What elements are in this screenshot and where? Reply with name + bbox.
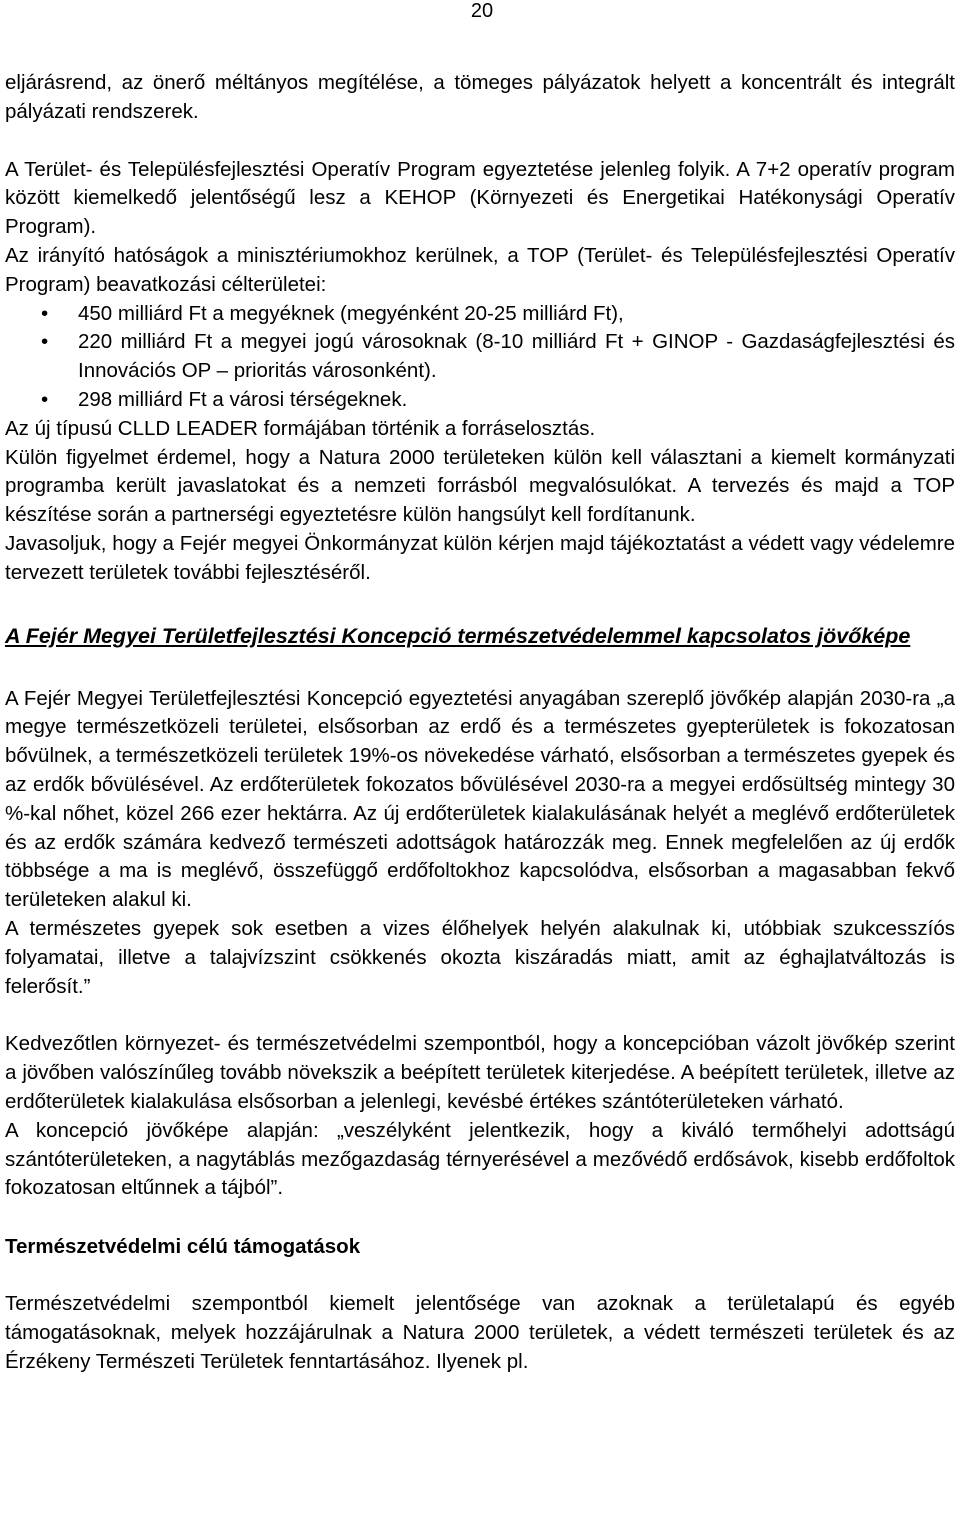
section-heading: A Fejér Megyei Területfejlesztési Koncepció természetvédelemmel kapcsolatos jövőképe <box>5 623 911 648</box>
list-item: • 298 milliárd Ft a városi térségeknek. <box>5 386 955 415</box>
section-heading: Természetvédelmi célú támogatások <box>5 1235 361 1259</box>
paragraph: A Fejér Megyei Területfejlesztési Koncepció egyeztetési anyagában szereplő jövőkép alapján 2030-ra „a megye természetközeli területei, elsősorban az erdő és a természetes gyepterületek is fokozatosan bővülnek, a természetközeli területek 19%-os növekedése várható, elsősorban a természetes gyepek és az erdők bővülésével. Az erdőterületek fokozatos bővülésével 2030-ra a megyei erdősültség mintegy 30 %-kal nőhet, közel 266 ezer hektárra. Az új erdőterületek kialakulásának helyét a meglévő erdőterületek és az erdők számára kedvező természeti adottságok határozzák meg. Ennek megfelelően az új erdők többsége a ma is meglévő, összefüggő erdőfoltokhoz kapcsolódva, elsősorban a magasabban fekvő területeken alakul ki. <box>5 686 955 912</box>
paragraph: Külön figyelmet érdemel, hogy a Natura 2000 területeken külön kell választani a kiemelt kormányzati programba került javaslatokat és a nemzeti forrásból megvalósulókat. A tervezés és majd a TOP készítése során a partnerségi egyeztetésre külön hangsúlyt kell fordítanunk. <box>5 445 955 527</box>
paragraph: Természetvédelmi szempontból kiemelt jelentősége van azoknak a területalapú és egyéb támogatásoknak, melyek hozzájárulnak a Natura 2000 területek, a védett természeti területek és az Érzékeny Természeti Területek fenntartásához. Ilyenek pl. <box>5 1292 955 1373</box>
paragraph: A koncepció jövőképe alapján: „veszélyként jelentkezik, hogy a kiváló termőhelyi adottságú szántóterületeken, a nagytáblás mezőgazdaság térnyerésével a mezővédő erdősávok, kisebb erdőfoltok fokozatosan eltűnnek a tájból”. <box>5 1118 955 1200</box>
paragraph: Javasoljuk, hogy a Fejér megyei Önkormányzat külön kérjen majd tájékoztatást a védett vagy védelemre tervezett területek további fejlesztéséről. <box>5 531 955 584</box>
list-item: • 450 milliárd Ft a megyéknek (megyénként 20-25 milliárd Ft), <box>5 300 955 329</box>
document-body <box>5 69 955 1376</box>
paragraph: Az új típusú CLLD LEADER formájában történik a forráselosztás. <box>5 416 596 440</box>
page-number: 20 <box>470 0 494 22</box>
bullet-list <box>5 300 955 415</box>
paragraph: Kedvezőtlen környezet- és természetvédelmi szempontból, hogy a koncepcióban vázolt jövőkép szerint a jövőben valószínűleg tovább növekszik a beépített területek kiterjedése. A beépített területek, illetve az erdőterületek kialakulása elsősorban a jelenlegi, kevésbé értékes szántóterületeken várható. <box>5 1032 955 1113</box>
paragraph: eljárásrend, az önerő méltányos megítélése, a tömeges pályázatok helyett a koncentrált és integrált pályázati rendszerek. <box>5 71 955 123</box>
paragraph: A természetes gyepek sok esetben a vizes élőhelyek helyén alakulnak ki, utóbbiak szukcesszíós folyamatai, illetve a talajvízszint csökkenés okozta kiszáradás miatt, amit az éghajlatváltozás is felerősít.” <box>5 916 955 998</box>
paragraph: A Terület- és Településfejlesztési Operatív Program egyeztetése jelenleg folyik. A 7+2 operatív program között kiemelkedő jelentőségű lesz a KEHOP (Környezeti és Energetikai Hatékonysági Operatív Program). <box>5 157 955 239</box>
paragraph: Az irányító hatóságok a minisztériumokhoz kerülnek, a TOP (Terület- és Településfejlesztési Operatív Program) beavatkozási célterületei: <box>5 243 955 296</box>
list-item: • 220 milliárd Ft a megyei jogú városoknak (8-10 milliárd Ft + GINOP - Gazdaságfejlesztési és Innovációs OP – prioritás városonként). <box>5 328 955 386</box>
